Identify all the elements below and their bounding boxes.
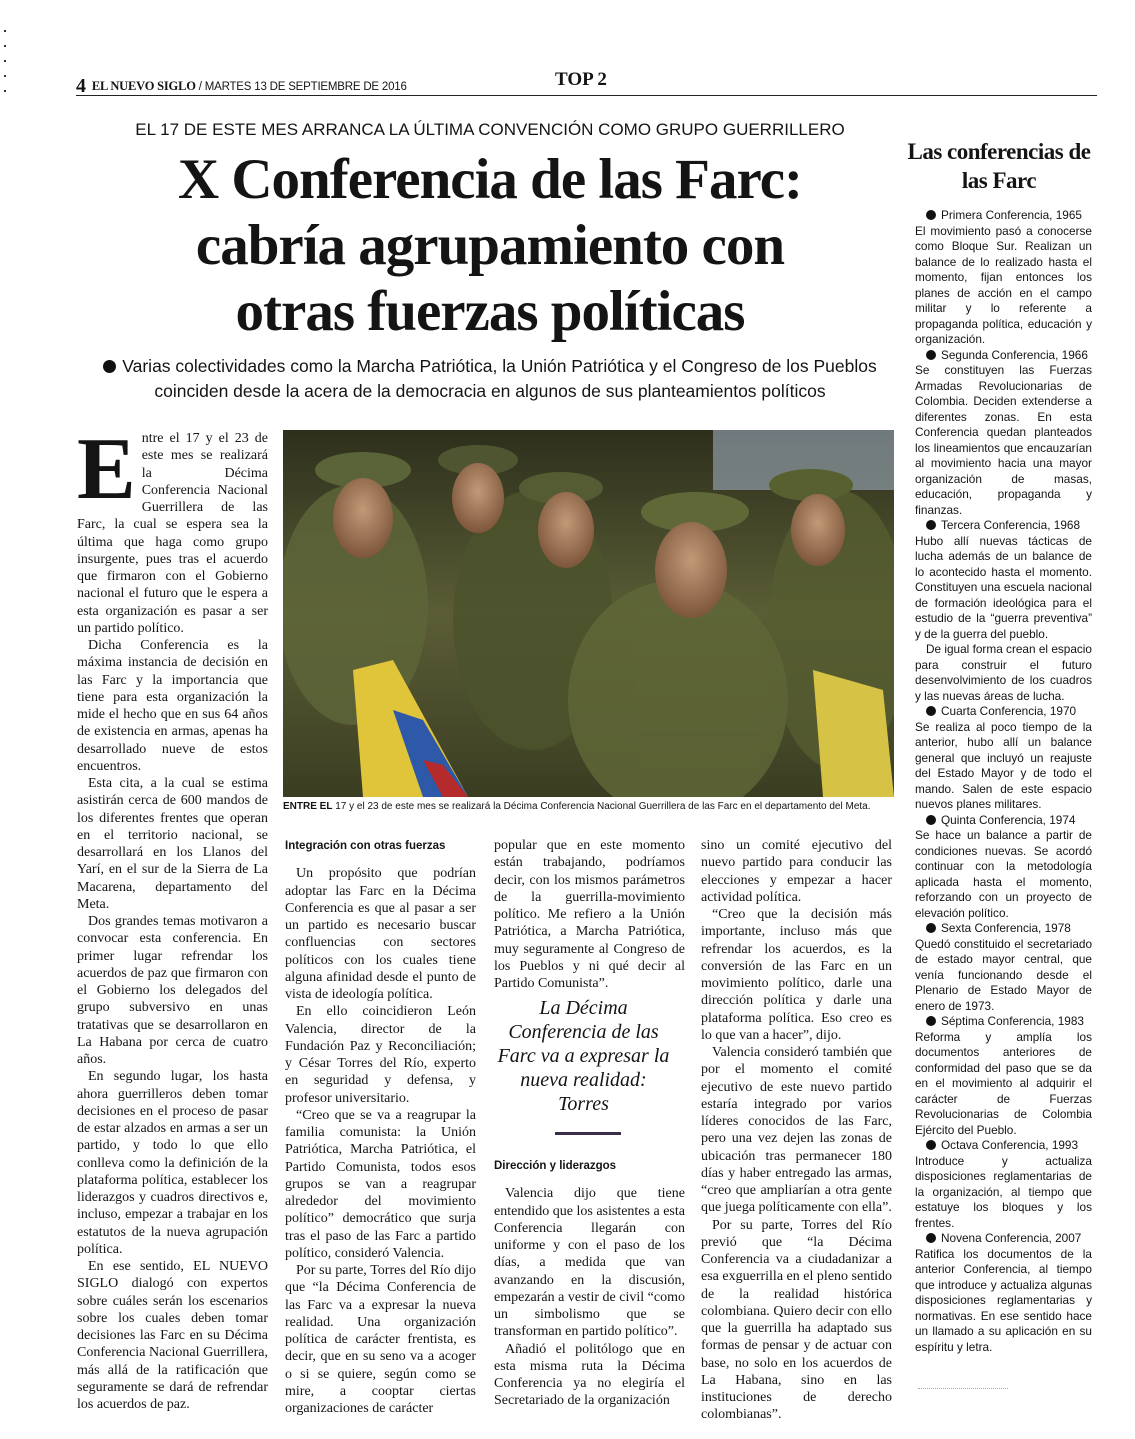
conference-text: De igual forma crean el espacio para construir el futuro desenvolvimiento de los cuadros y las nuevas áreas de lucha.: [915, 642, 1092, 703]
body-paragraph: En segundo lugar, los hasta ahora guerrilleros deben tomar decisiones en el proceso de pasar de estar alzados en armas a ser un partido, y todo lo que ello conlleva como la definición de la plataforma política, establecer los liderazgos y cuadros directivos e, incluso, empezar a trabajar en los estatutos de la nueva agrupación política.: [77, 1069, 268, 1257]
conference-title: Tercera Conferencia, 1968: [941, 518, 1081, 532]
pull-quote: La Décima Conferencia de las Farc va a expresar la nueva realidad: Torres: [497, 997, 670, 1115]
bullet-icon: [926, 520, 936, 530]
body-paragraph: Dicha Conferencia es la máxima instancia de decisión en las Farc y la importancia que tiene para esta organización la mide el hecho que en sus 64 años de existencia en armas, apenas ha desarrollado nueve de estos encuentros.: [77, 638, 268, 774]
body-paragraph: Valencia consideró también que por el momento el comité ejecutivo de este nuevo partido estaría integrado por varios líderes conocidos de las Farc, pero una vez dejen las zonas de ubicación tras permanecer 180 días y haber entregado las armas, “creo que ampliarían a otra gente que juega políticamente con ella”.: [701, 1045, 892, 1216]
conference-text: Reforma y amplía los documentos anteriores de conformidad del paso que se da en el movimiento al adquirir el carácter de Fuerzas Revolucionarias de Colombia Ejército del Pueblo.: [915, 1029, 1092, 1137]
conference-title: Cuarta Conferencia, 1970: [941, 704, 1077, 718]
conference-text: Introduce y actualiza disposiciones reglamentarias de la organización, al tiempo que estatuye los bloques y los frentes.: [915, 1153, 1092, 1230]
body-paragraph: Dos grandes temas motivaron a convocar esta conferencia. En primer lugar refrendar los acuerdos de paz que firmaron con el Gobierno los delegados del grupo subversivo en unas tratativas que se desarrollaron en La Habana por cerca de cuatro años.: [77, 914, 268, 1067]
conference-title: Quinta Conferencia, 1974: [941, 812, 1076, 827]
body-paragraph: En ese sentido, EL NUEVO SIGLO dialogó con expertos sobre cuáles serán los escenarios sobre los cuales deben tomar decisiones las Farc en su Décima Conferencia Nacional Guerrillera, más allá de la ratificación que seguramente se dará de refrendar los acuerdos de paz.: [77, 1259, 268, 1412]
conference-item: [915, 208, 1092, 348]
header-rule: [76, 95, 1097, 96]
bullet-icon: [103, 360, 116, 373]
body-paragraph: Por su parte, Torres del Río previó que “la Décima Conferencia va a ciudadanizar a esa exguerrilla en el pleno sentido de la realidad histórica colombiana. Quiero decir con ello que la guerrilla ha adaptado sus formas de pensar y de actuar con base, no solo en los acuerdos de La Habana, sino en las instituciones de derecho colombianas”.: [701, 1217, 892, 1423]
deck: [88, 354, 892, 404]
sidebar-conferences: [915, 208, 1092, 1355]
body-paragraph: “Creo que se va a reagrupar la familia comunista: la Unión Patriótica, Marcha Patriótica, el Partido Comunista, todos esos grupos se van a reagrupar alrededor del movimiento político” democrático que surja tras el paso de las Farc a partido político, consideró Valencia.: [285, 1107, 476, 1261]
body-paragraph: Esta cita, a la cual se estima asistirán cerca de 600 mandos de los diferentes frentes que operan en el territorio nacional, se desarrollará en los Llanos del Yarí, en el sur de la Sierra de La Macarena, departamento del Meta.: [77, 776, 268, 912]
kicker: EL 17 DE ESTE MES ARRANCA LA ÚLTIMA CONVENCIÓN COMO GRUPO GUERRILLERO: [135, 120, 845, 139]
conference-item: [915, 1231, 1092, 1355]
body-paragraph: Un propósito que podrían adoptar las Farc en la Décima Conferencia es que al pasar a ser un partido es necesario buscar confluencias con sectores políticos con los cuales tiene alguna afinidad desde el punto de vista de ideología política.: [285, 866, 476, 1002]
conference-title: Segunda Conferencia, 1966: [941, 347, 1088, 362]
caption-lead: ENTRE EL: [283, 801, 333, 812]
conference-text: Ratifica los documentos de la anterior Conferencia, al tiempo que introduce y actualiza algunas disposiciones reglamentarias y normativas. En ese sentido hace un llamado a su aplicación en su espíritu y letra.: [915, 1246, 1092, 1354]
headline-line: cabría agrupamiento con: [195, 214, 785, 277]
subhead-integration: Integración con otras fuerzas: [285, 840, 446, 852]
article-photo: [283, 430, 894, 797]
bullet-icon: [926, 1233, 936, 1243]
conference-text: Se realiza al poco tiempo de la anterior, hubo allí un balance general que incluyó un reajuste del Estado Mayor y de todo el mando. Salen de este espacio nuevos planes militares.: [915, 719, 1092, 811]
sidebar-title: Las conferencias de las Farc: [907, 139, 1091, 193]
article-column-3-top: [494, 837, 685, 992]
paper-name: EL NUEVO SIGLO: [91, 79, 196, 93]
article-column-3-bottom: [494, 1158, 685, 1410]
conference-title: Novena Conferencia, 2007: [941, 1231, 1082, 1245]
conference-item: [915, 921, 1092, 1014]
deck-text: Varias colectividades como la Marcha Patriótica, la Unión Patriótica y el Congreso de los Pueblos coinciden desde la acera de la democracia en algunos de sus planteamientos políticos: [122, 356, 877, 401]
conference-text: El movimiento pasó a conocerse como Bloque Sur. Realizan un balance de lo realizado hasta el momento, fijan entonces los planes de acción en el campo militar y lo referente a propaganda política, educación y organización.: [915, 223, 1092, 346]
photo-caption: [283, 800, 894, 814]
bullet-icon: [926, 210, 936, 220]
sidebar-end-rule: [918, 1388, 1008, 1389]
conference-title: Séptima Conferencia, 1983: [941, 1014, 1084, 1028]
conference-item: [915, 1138, 1092, 1231]
conference-text: Quedó constituido el secretariado de estado mayor central, que venía funcionando desde el Plenario de Estado Mayor de enero de 1973.: [915, 936, 1092, 1013]
body-paragraph: Añadió el politólogo que en esta misma ruta la Décima Conferencia ya no elegiría el Secretariado de la organización: [494, 1341, 685, 1409]
headline: [90, 147, 890, 345]
article-column-2: [285, 838, 476, 1417]
drop-cap: E: [77, 421, 136, 518]
body-paragraph: Valencia dijo que tiene entendido que los asistentes a esta Conferencia llegarán con uniforme y con el paso de los días, a medida que van avanzando en la discusión, empezarán a vestir de civil “como un simbolismo que se transforman en partido político”.: [494, 1186, 685, 1340]
conference-text: Se constituyen las Fuerzas Armadas Revolucionarias de Colombia. Deciden extenderse a diferentes zonas. En esta Conferencia quedan planteados los lineamientos que encauzarían al movimiento hacia una mayor organización de masas, educación, propaganda y finanzas.: [915, 363, 1092, 517]
conference-item: [915, 704, 1092, 813]
conference-item: [915, 1014, 1092, 1138]
section-name: TOP 2: [555, 69, 607, 90]
headline-line: X Conferencia de las Farc:: [177, 148, 803, 211]
bullet-icon: [926, 923, 936, 933]
body-paragraph: sino un comité ejecutivo del nuevo partido para conducir las elecciones y empezar a hacer actividad política.: [701, 838, 892, 905]
conference-title: Octava Conferencia, 1993: [941, 1138, 1079, 1152]
lead-paragraph: Entre el 17 y el 23 de este mes se realizará la Décima Conferencia Nacional Guerrillera de las Farc, la cual se espera sea la última que haga como grupo insurgente, pues tras el acuerdo que firmaron con el Gobierno nacional el futuro que le espera a esta organización es pasar a ser un partido político.: [77, 421, 268, 636]
article-column-4: [701, 837, 892, 1424]
conference-item: [915, 813, 1092, 922]
pull-quote-rule: [555, 1132, 621, 1135]
article-column-1: [77, 421, 268, 1413]
body-paragraph: popular que en este momento están trabajando, podríamos decir, con los mismos parámetros de la guerrilla-movimiento político. Me refiero a la Unión Patriótica, a Marcha Patriótica, muy seguramente al Congreso de los Pueblos y ni qué decir al Partido Comunista”.: [494, 838, 685, 991]
issue-date: / MARTES 13 DE SEPTIEMBRE DE 2016: [198, 81, 407, 93]
body-paragraph: En ello coincidieron León Valencia, director de la Fundación Paz y Reconciliación; y César Torres del Río, experto en seguridad y defensa, y profesor universitario.: [285, 1004, 476, 1106]
conference-item: [915, 348, 1092, 519]
conference-item: [915, 518, 1092, 704]
bullet-icon: [926, 815, 936, 825]
headline-line: otras fuerzas políticas: [235, 280, 745, 343]
bullet-icon: [926, 706, 936, 716]
subhead-direccion: Dirección y liderazgos: [494, 1160, 617, 1172]
conference-text: Hubo allí nuevas tácticas de lucha además de un balance de lo acontecido hasta el momento. Constituyen una escuela nacional de formación ideológica para el estudio de la “guerra preventiva” y de la guerra del pueblo.: [915, 533, 1092, 641]
bullet-icon: [926, 1016, 936, 1026]
bullet-icon: [926, 1140, 936, 1150]
body-paragraph: “Creo que la decisión más importante, incluso más que refrendar los acuerdos, es la conversión de las Farc en un movimiento político, darle una dirección política y darle una plataforma política. Eso creo es lo que van a hacer”, dijo.: [701, 907, 892, 1043]
conference-text: Se hace un balance a partir de condiciones nuevas. Se acordó continuar con la metodología aplicada hasta el momento, reforzando con un proyecto de elevación político.: [915, 828, 1092, 920]
page-number: 4: [76, 75, 86, 97]
conference-title: Sexta Conferencia, 1978: [941, 921, 1071, 935]
conference-title: Primera Conferencia, 1965: [941, 208, 1082, 222]
bullet-icon: [926, 350, 936, 360]
body-paragraph: Por su parte, Torres del Río dijo que “la Décima Conferencia de las Farc va a expresar la nueva realidad. Una organización política de carácter frentista, es decir, que en su seno va a acoger o si se quiere, según como se mire, a cooptar ciertas organizaciones de carácter: [285, 1263, 476, 1416]
caption-text: 17 y el 23 de este mes se realizará la Décima Conferencia Nacional Guerrillera de las Farc en el departamento del Meta.: [332, 801, 871, 812]
margin-marks: [4, 30, 8, 110]
